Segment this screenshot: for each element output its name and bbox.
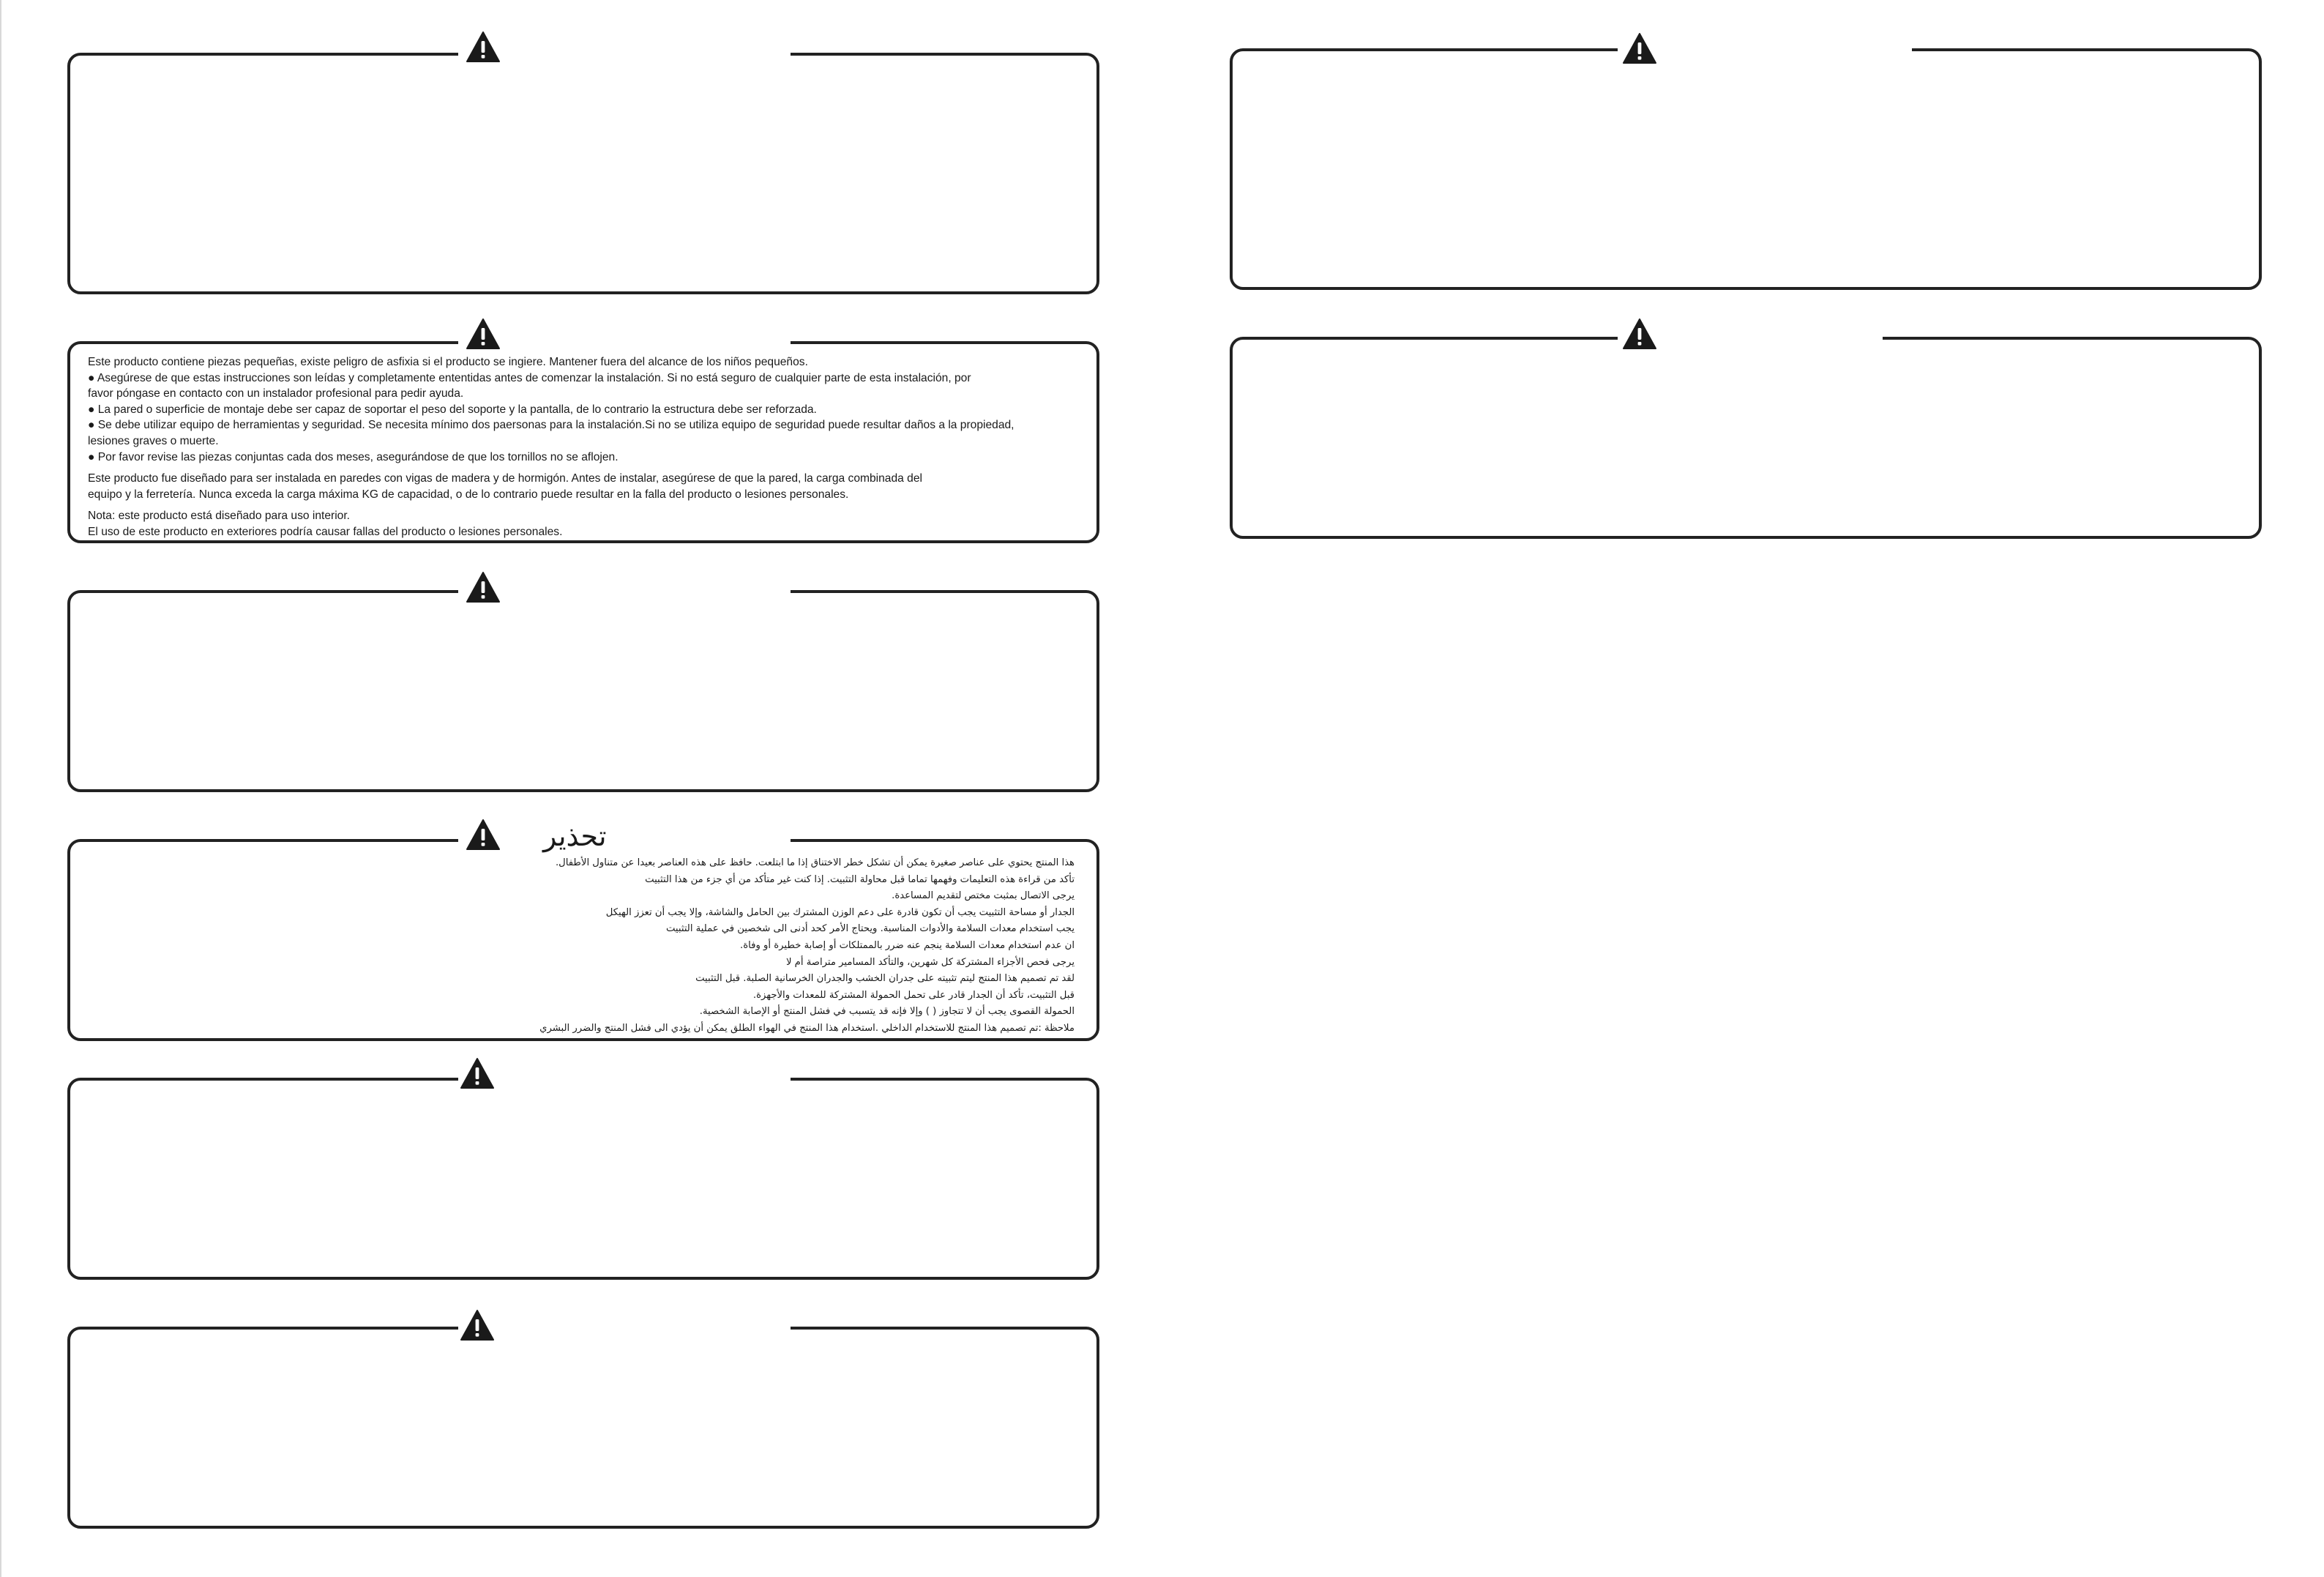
warning-triangle-icon [466, 571, 501, 603]
arabic-line: ملاحظة :تم تصميم هذا المنتج للاستخدام الداخلي .استخدام هذا المنتج في الهواء الطلق يمكن أن يؤدي الى فشل المنتج والضرر البشري [539, 1022, 1075, 1034]
warning-triangle-icon [460, 1309, 495, 1341]
arabic-line: قبل التثبيت، تأكد أن الجدار قادر على تحمل الحمولة المشتركة للمعدات والأجهزة. [752, 989, 1075, 1001]
arabic-line: لقد تم تصميم هذا المنتج ليتم تثبيته على جدران الخشب والجدران الخرسانية الصلبة. قبل التثبيت [695, 973, 1075, 985]
warning-panel-6 [67, 1327, 1099, 1529]
arabic-line: الجدار أو مساحة التثبيت يجب أن تكون قادرة على دعم الوزن المشترك بين الحامل والشاشة، وإلا يجب أن تعزز الهيكل [605, 906, 1075, 918]
warning-panel-spanish [67, 341, 1099, 543]
warning-triangle-icon [466, 31, 501, 63]
spanish-warning-text [88, 354, 1015, 540]
arabic-line: يجب استخدام معدات السلامة والأدوات المناسبة. ويحتاج الأمر كحد أدنى الى شخصين في عملية التثبيت [665, 923, 1075, 935]
spanish-line: Nota: este producto está diseñado para uso interior. [88, 510, 351, 523]
warning-panel-7 [1230, 48, 2262, 290]
warning-triangle-icon [1622, 318, 1657, 350]
warning-panel-3 [67, 590, 1099, 792]
warning-panel-1 [67, 53, 1099, 294]
arabic-line: الحمولة القصوى يجب أن لا تتجاوز ( ) وإلا فإنه قد يتسبب في فشل المنتج أو الإصابة الشخصية. [699, 1006, 1075, 1018]
spanish-line: equipo y la ferretería. Nunca exceda la carga máxima KG de capacidad, o de lo contrario puede resultar en la falla del producto o lesiones personales. [88, 488, 849, 501]
warning-panel-arabic [67, 839, 1099, 1041]
arabic-line: ان عدم استخدام معدات السلامة ينجم عنه ضرر بالممتلكات أو إصابة خطيرة أو وفاة. [740, 939, 1075, 951]
arabic-line: هذا المنتج يحتوي على عناصر صغيرة يمكن أن تشكل خطر الاختناق إذا ما ابتلعت. حافظ على هذه العناصر بعيدا عن متناول الأطفال. [555, 857, 1075, 868]
spanish-line: favor póngase en contacto con un instalador profesional para pedir ayuda. [88, 387, 464, 400]
arabic-line: يرجى فحص الأجزاء المشتركة كل شهرين، والتأكد المسامير متراصة أم لا [785, 956, 1075, 968]
arabic-warning-text [539, 855, 1075, 1037]
warning-triangle-icon [460, 1057, 495, 1089]
page-edge [0, 0, 1, 1577]
spanish-line: ● La pared o superficie de montaje debe ser capaz de soportar el peso del soporte y la pantalla, de lo contrario la estructura debe ser reforzada. [88, 403, 817, 416]
spanish-line: ● Se debe utilizar equipo de herramientas y seguridad. Se necesita mínimo dos paersonas para la instalación.Si no se utiliza equipo de seguridad puede resultar daños a la propiedad, [88, 419, 1015, 432]
spanish-line: Este producto fue diseñado para ser instalada en paredes con vigas de madera y de hormigón. Antes de instalar, asegúrese de que la pared, la carga combinada del [88, 472, 922, 485]
warning-triangle-icon [466, 819, 501, 851]
warning-panel-5 [67, 1078, 1099, 1280]
spanish-line: ● Por favor revise las piezas conjuntas cada dos meses, asegurándose de que los tornillos no se aflojen. [88, 450, 619, 463]
warning-triangle-icon [1622, 32, 1657, 64]
spanish-line: lesiones graves o muerte. [88, 434, 219, 447]
arabic-warning-title: تحذير [543, 820, 607, 852]
spanish-line: El uso de este producto en exteriores podría causar fallas del producto o lesiones personales. [88, 525, 563, 538]
spacer [88, 502, 1015, 508]
spanish-line: Este producto contiene piezas pequeñas, existe peligro de asfixia si el producto se ingiere. Mantener fuera del alcance de los niños pequeños. [88, 356, 808, 368]
warning-triangle-icon [466, 318, 501, 350]
spanish-line: ● Asegúrese de que estas instrucciones son leídas y completamente ententidas antes de comenzar la instalación. Si no está seguro de cualquier parte de esta instalación, por [88, 371, 971, 384]
arabic-line: تأكد من قراءة هذه التعليمات وفهمها تماما قبل محاولة التثبيت. إذا كنت غير متأكد من أي جزء من هذا التثبيت [645, 873, 1075, 885]
spacer [88, 465, 1015, 471]
arabic-line: يرجى الاتصال بمثبت مختص لتقديم المساعدة. [892, 890, 1075, 902]
warning-panel-8 [1230, 337, 2262, 539]
